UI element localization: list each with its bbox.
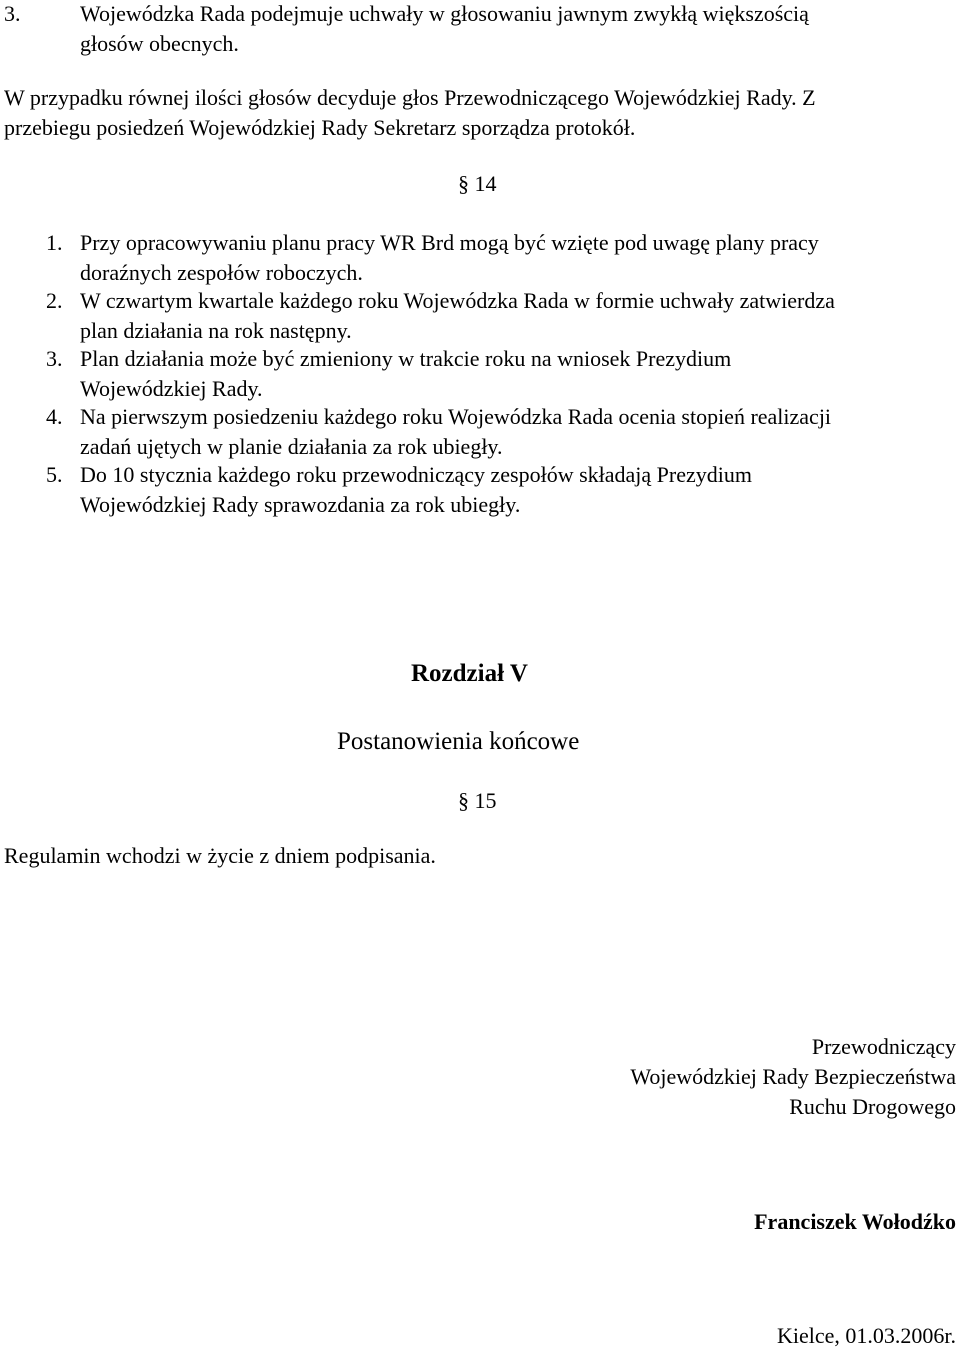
s14-item-2-number: 2. — [46, 288, 63, 313]
s14-item-1-line1: Przy opracowywaniu planu pracy WR Brd mogą być wzięte pod uwagę plany pracy — [80, 230, 819, 255]
chapter-title: Rozdział V — [411, 660, 528, 687]
item-3-text-line1: Wojewódzka Rada podejmuje uchwały w głosowaniu jawnym zwykłą większością — [80, 1, 809, 26]
s14-item-5-line2: Wojewódzkiej Rady sprawozdania za rok ubiegły. — [80, 492, 521, 517]
section-15-text: Regulamin wchodzi w życie z dniem podpisania. — [4, 843, 436, 868]
paragraph-line2: przebiegu posiedzeń Wojewódzkiej Rady Sekretarz sporządza protokół. — [4, 115, 636, 140]
item-3-text-line2: głosów obecnych. — [80, 31, 239, 56]
item-3-number: 3. — [4, 1, 21, 26]
s14-item-1-line2: doraźnych zespołów roboczych. — [80, 260, 363, 285]
place-date: Kielce, 01.03.2006r. — [776, 1323, 956, 1348]
paragraph-line1: W przypadku równej ilości głosów decyduje głos Przewodniczącego Wojewódzkiej Rady. Z — [4, 85, 816, 110]
s14-item-3-line1: Plan działania może być zmieniony w trakcie roku na wniosek Prezydium — [80, 346, 732, 371]
s14-item-4-number: 4. — [46, 404, 63, 429]
s14-item-2-line2: plan działania na rok następny. — [80, 318, 352, 343]
section-14-heading: § 14 — [458, 171, 497, 196]
s14-item-3-line2: Wojewódzkiej Rady. — [80, 376, 263, 401]
s14-item-1-number: 1. — [46, 230, 63, 255]
s14-item-4-line1: Na pierwszym posiedzeniu każdego roku Wojewódzka Rada ocenia stopień realizacji — [80, 404, 832, 429]
signatory-name: Franciszek Wołodźko — [754, 1209, 956, 1234]
s14-item-5-number: 5. — [46, 462, 63, 487]
s14-item-3-number: 3. — [46, 346, 63, 371]
chapter-subtitle: Postanowienia końcowe — [337, 728, 580, 755]
section-15-heading: § 15 — [458, 788, 497, 813]
signature-title-line2: Wojewódzkiej Rady Bezpieczeństwa — [630, 1064, 956, 1089]
signature-title-line3: Ruchu Drogowego — [789, 1094, 956, 1119]
s14-item-2-line1: W czwartym kwartale każdego roku Wojewódzka Rada w formie uchwały zatwierdza — [80, 288, 835, 313]
s14-item-5-line1: Do 10 stycznia każdego roku przewodniczący zespołów składają Prezydium — [80, 462, 752, 487]
s14-item-4-line2: zadań ujętych w planie działania za rok ubiegły. — [80, 434, 503, 459]
signature-title-line1: Przewodniczący — [811, 1034, 956, 1059]
